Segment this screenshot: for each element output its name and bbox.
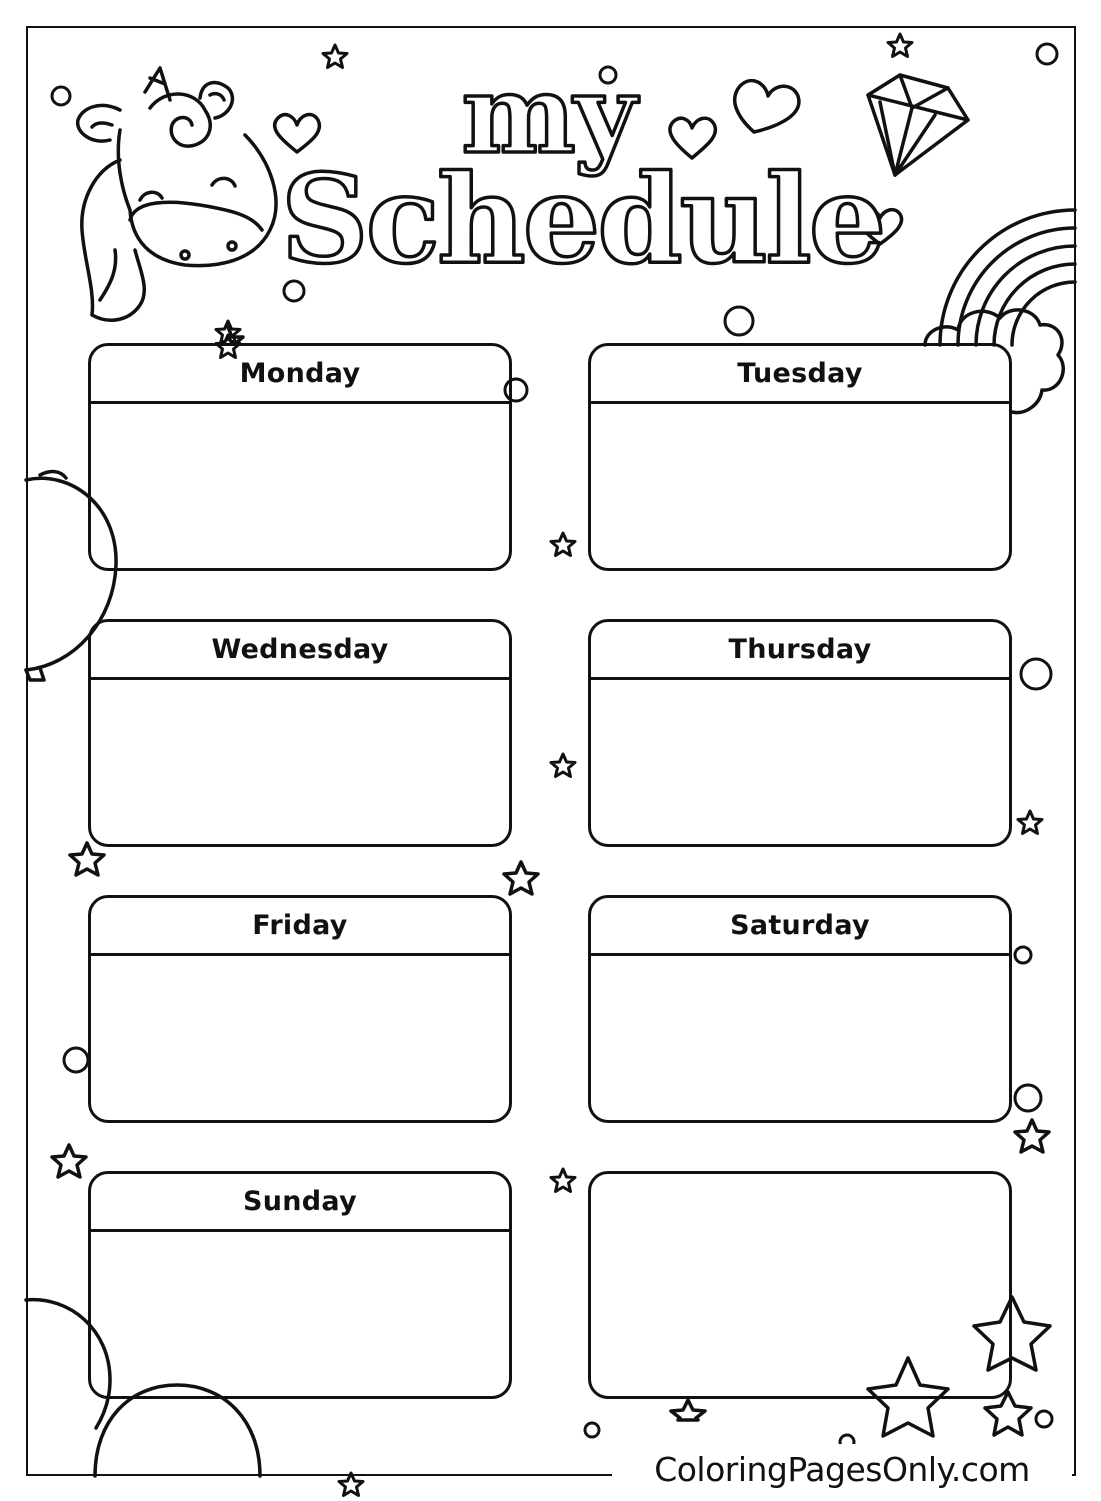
- day-card-friday[interactable]: [88, 895, 512, 1123]
- day-label: Sunday: [91, 1174, 509, 1232]
- day-label: Thursday: [591, 622, 1009, 680]
- day-label: Saturday: [591, 898, 1009, 956]
- day-label: Friday: [91, 898, 509, 956]
- day-label: Monday: [91, 346, 509, 404]
- day-card-saturday[interactable]: [588, 895, 1012, 1123]
- day-label: Tuesday: [591, 346, 1009, 404]
- day-card-tuesday[interactable]: [588, 343, 1012, 571]
- day-notes-area[interactable]: [91, 680, 509, 844]
- notes-card[interactable]: [588, 1171, 1012, 1399]
- day-card-sunday[interactable]: [88, 1171, 512, 1399]
- notes-area[interactable]: [591, 1174, 1009, 1396]
- day-notes-area[interactable]: [91, 1232, 509, 1396]
- day-card-thursday[interactable]: [588, 619, 1012, 847]
- site-watermark: ColoringPagesOnly.com: [612, 1444, 1072, 1494]
- day-card-wednesday[interactable]: [88, 619, 512, 847]
- day-label: Wednesday: [91, 622, 509, 680]
- day-notes-area[interactable]: [91, 956, 509, 1120]
- day-notes-area[interactable]: [91, 404, 509, 568]
- day-notes-area[interactable]: [591, 956, 1009, 1120]
- day-card-monday[interactable]: [88, 343, 512, 571]
- day-notes-area[interactable]: [591, 680, 1009, 844]
- title-line2-outline: Schedule: [280, 147, 884, 291]
- title-line1-outline: my: [461, 52, 635, 178]
- day-notes-area[interactable]: [591, 404, 1009, 568]
